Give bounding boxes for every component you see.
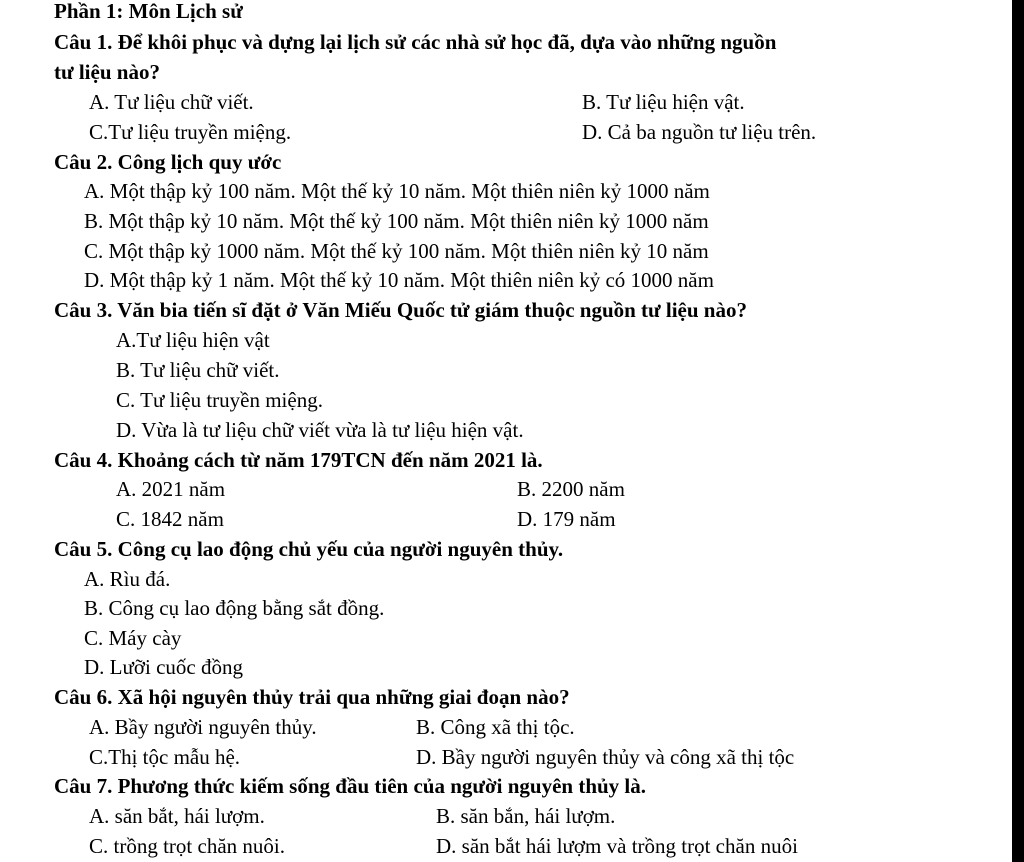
question-7-stem: Câu 7. Phương thức kiếm sống đầu tiên của người nguyên thủy là. — [54, 774, 647, 798]
question-2-option-a: A. Một thập kỷ 100 năm. Một thế kỷ 10 năm. Một thiên niên kỷ 1000 năm — [84, 179, 710, 203]
question-7-option-b: B. săn bắn, hái lượm. — [436, 804, 616, 828]
question-3-stem: Câu 3. Văn bia tiến sĩ đặt ở Văn Miếu Quốc tử giám thuộc nguồn tư liệu nào? — [54, 298, 747, 322]
question-5-option-b: B. Công cụ lao động bằng sắt đồng. — [84, 596, 385, 620]
question-5-option-c: C. Máy cày — [84, 626, 182, 650]
question-4-option-a: A. 2021 năm — [116, 477, 226, 501]
question-1-option-b: B. Tư liệu hiện vật. — [582, 90, 745, 114]
question-6-option-a: A. Bầy người nguyên thủy. — [89, 715, 317, 739]
question-1-option-c: C.Tư liệu truyền miệng. — [89, 120, 292, 144]
question-1-stem-line-1: Câu 1. Để khôi phục và dựng lại lịch sử các nhà sử học đã, dựa vào những nguồn — [54, 30, 777, 54]
question-3-option-c: C. Tư liệu truyền miệng. — [116, 388, 323, 412]
question-7-option-a: A. săn bắt, hái lượm. — [89, 804, 265, 828]
question-1-option-d: D. Cả ba nguồn tư liệu trên. — [582, 120, 817, 144]
question-4-option-c: C. 1842 năm — [116, 507, 224, 531]
question-6-option-b: B. Công xã thị tộc. — [416, 715, 575, 739]
question-2-option-d: D. Một thập kỷ 1 năm. Một thế kỷ 10 năm. Một thiên niên kỷ có 1000 năm — [84, 268, 714, 292]
question-3-option-a: A.Tư liệu hiện vật — [116, 328, 270, 352]
question-2-option-c: C. Một thập kỷ 1000 năm. Một thế kỷ 100 năm. Một thiên niên kỷ 10 năm — [84, 239, 709, 263]
question-5-option-d: D. Lưỡi cuốc đồng — [84, 655, 243, 679]
question-6-stem: Câu 6. Xã hội nguyên thủy trải qua những giai đoạn nào? — [54, 685, 570, 709]
question-7-option-c: C. trồng trọt chăn nuôi. — [89, 834, 285, 858]
question-1-option-a: A. Tư liệu chữ viết. — [89, 90, 254, 114]
question-1-stem-line-2: tư liệu nào? — [54, 60, 160, 84]
question-6-option-c: C.Thị tộc mẫu hệ. — [89, 745, 241, 769]
question-2-stem: Câu 2. Công lịch quy ước — [54, 150, 282, 174]
question-4-option-d: D. 179 năm — [517, 507, 616, 531]
question-7-option-d: D. săn bắt hái lượm và trồng trọt chăn nuôi — [436, 834, 798, 858]
question-5-option-a: A. Rìu đá. — [84, 567, 171, 591]
question-4-stem: Câu 4. Khoảng cách từ năm 179TCN đến năm 2021 là. — [54, 448, 543, 472]
question-3-option-d: D. Vừa là tư liệu chữ viết vừa là tư liệu hiện vật. — [116, 418, 524, 442]
question-5-stem: Câu 5. Công cụ lao động chủ yếu của người nguyên thủy. — [54, 537, 564, 561]
question-4-option-b: B. 2200 năm — [517, 477, 625, 501]
question-3-option-b: B. Tư liệu chữ viết. — [116, 358, 280, 382]
section-title: Phần 1: Môn Lịch sử — [54, 0, 243, 23]
question-2-option-b: B. Một thập kỷ 10 năm. Một thế kỷ 100 năm. Một thiên niên kỷ 1000 năm — [84, 209, 709, 233]
question-6-option-d: D. Bầy người nguyên thủy và công xã thị tộc — [416, 745, 795, 769]
